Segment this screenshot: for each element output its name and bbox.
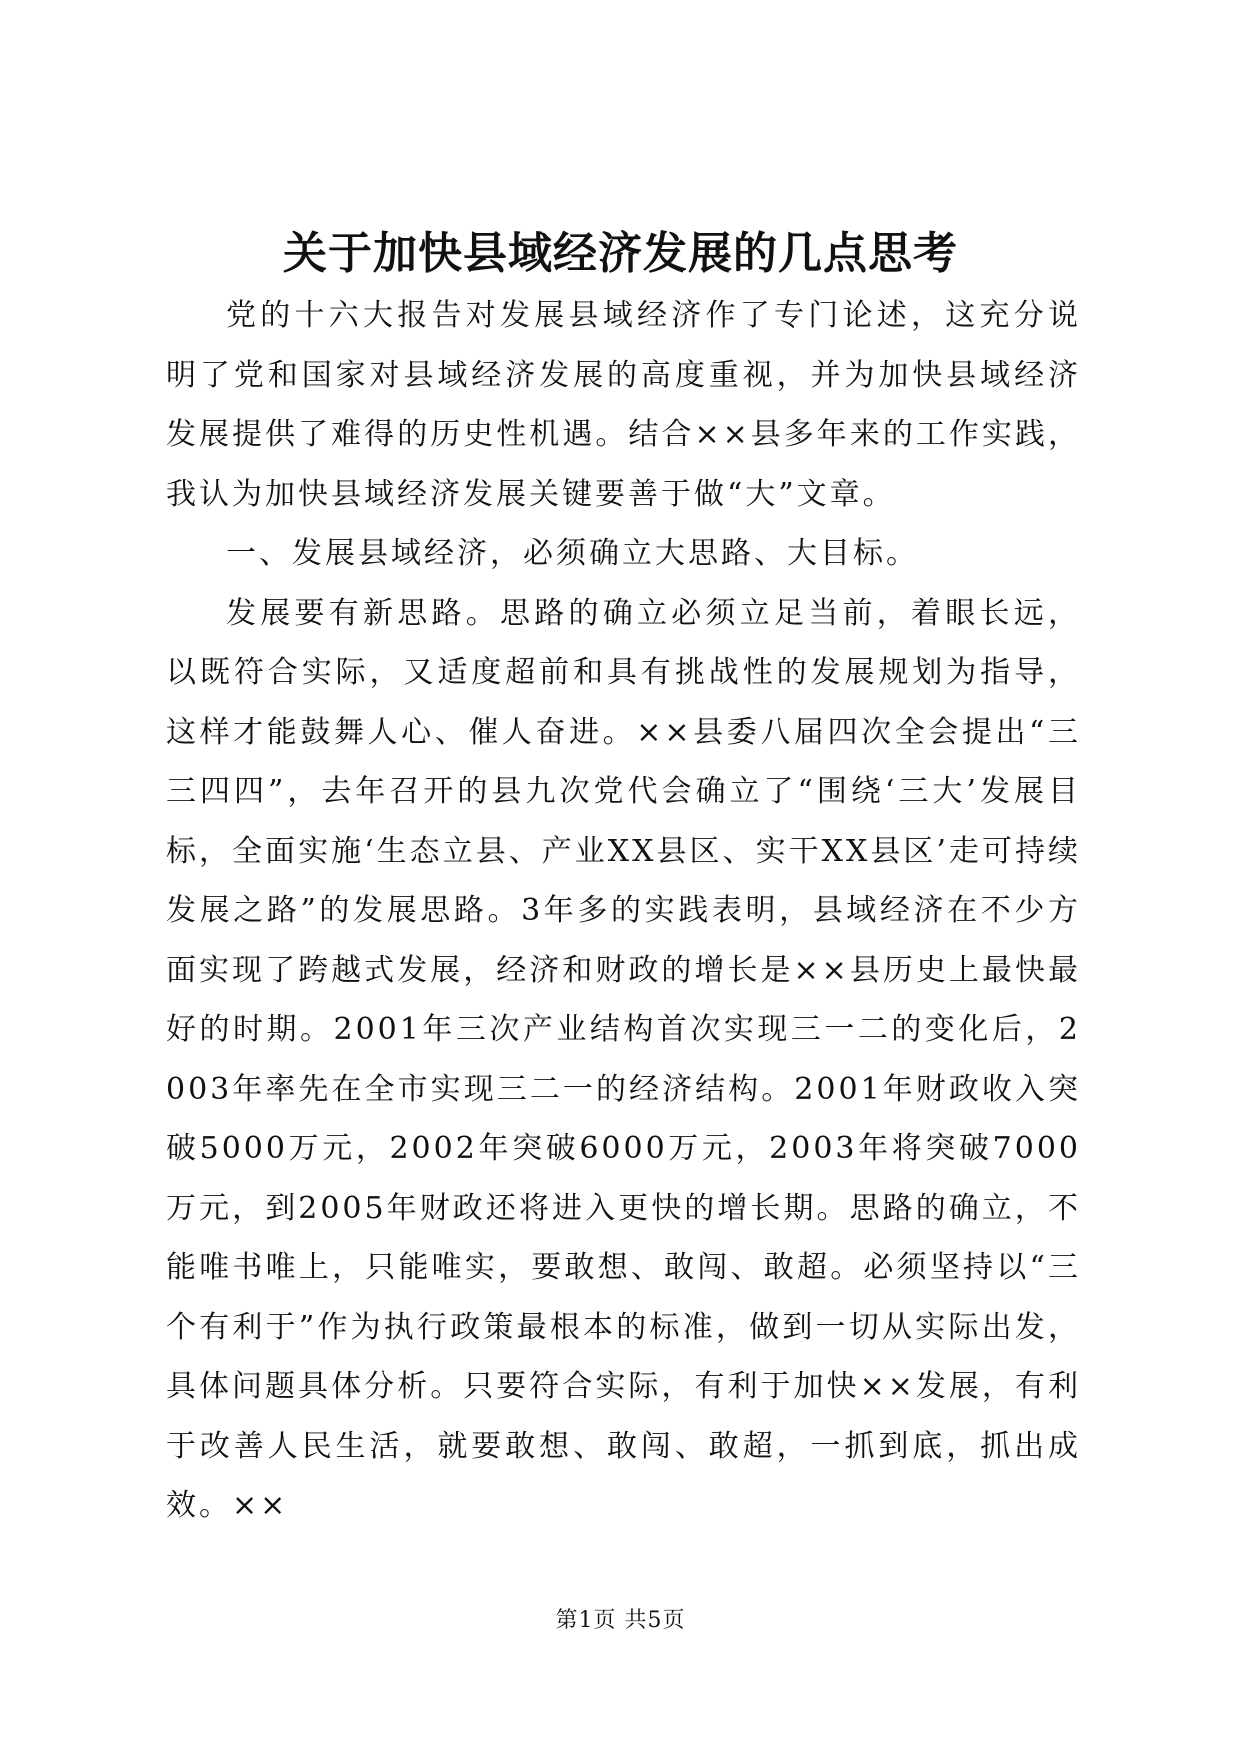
page-number-footer: 第1页 共5页 xyxy=(555,1608,686,1633)
paragraph-section-1: 发展要有新思路。思路的确立必须立足当前，着眼长远，以既符合实际，又适度超前和具有挑战性的发展规划为指导，这样才能鼓舞人心、催人奋进。××县委八届四次全会提出“三三四四”，去年召开的县九次党代会确立了“围绕‘三大’发展目标，全面实施‘生态立县、产业XX县区、实干XX县区’走可持续发展之路”的发展思路。3年多的实践表明，县域经济在不少方面实现了跨越式发展，经济和财政的增长是××县历史上最快最好的时期。2001年三次产业结构首次实现三一二的变化后，2003年率先在全市实现三二一的经济结构。2001年财政收入突破5000万元，2002年突破6000万元，2003年将突破7000万元，到2005年财政还将进入更快的增长期。思路的确立，不能唯书唯上，只能唯实，要敢想、敢闯、敢超。必须坚持以“三个有利于”作为执行政策最根本的标准，做到一切从实际出发，具体问题具体分析。只要符合实际，有利于加快××发展，有利于改善人民生活，就要敢想、敢闯、敢超，一抓到底，抓出成效。×× xyxy=(166,595,1081,1523)
document-body xyxy=(166,286,1081,1536)
document-title: 关于加快县域经济发展的几点思考 xyxy=(283,228,958,280)
paragraph-intro: 党的十六大报告对发展县域经济作了专门论述，这充分说明了党和国家对县域经济发展的高度重视，并为加快县域经济发展提供了难得的历史性机遇。结合××县多年来的工作实践，我认为加快县域经济发展关键要善于做“大”文章。 xyxy=(166,298,1081,512)
section-heading-1: 一、发展县域经济，必须确立大思路、大目标。 xyxy=(226,536,919,571)
